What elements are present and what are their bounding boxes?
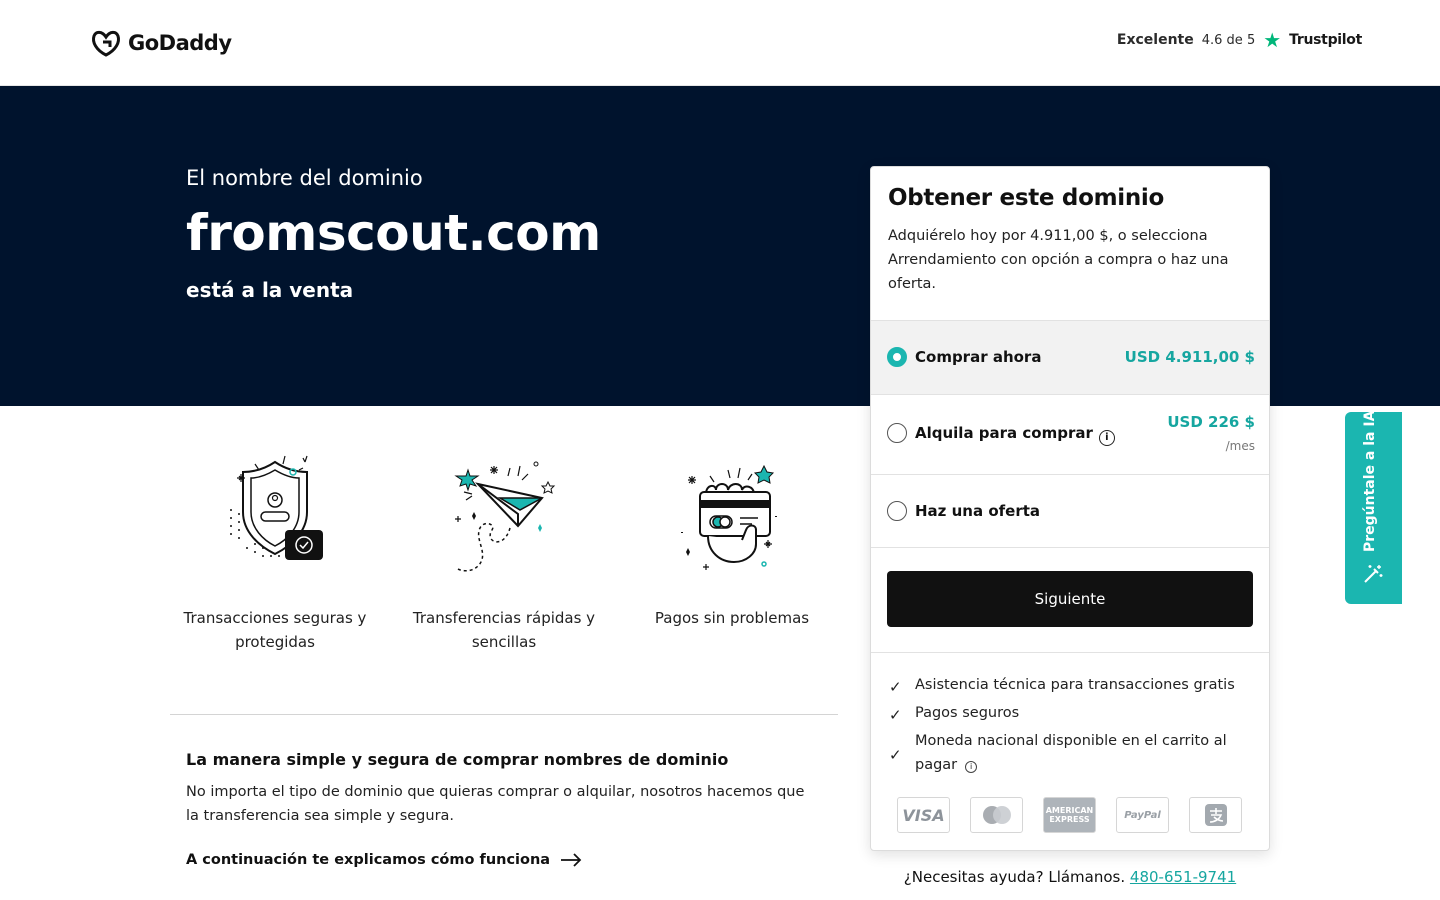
amex-logo: AMERICAN EXPRESS bbox=[1043, 797, 1096, 833]
feature-list bbox=[170, 440, 838, 680]
feature-payments bbox=[627, 440, 837, 630]
feature-fast bbox=[399, 440, 609, 654]
alipay-logo bbox=[1189, 797, 1242, 833]
option-lease-period: /mes bbox=[1225, 439, 1255, 453]
domain-name: fromscout.com bbox=[186, 204, 601, 262]
ask-ai-label: Pregúntale a la IA bbox=[1362, 410, 1378, 552]
card-title: Obtener este dominio bbox=[888, 185, 1164, 211]
next-button[interactable]: Siguiente bbox=[887, 571, 1253, 627]
radio-make-offer[interactable] bbox=[887, 501, 907, 521]
option-buy-now-label: Comprar ahora bbox=[915, 348, 1042, 366]
option-lease-label-wrap bbox=[915, 424, 1115, 446]
benefit-text: Pagos seguros bbox=[915, 705, 1020, 721]
option-lease-price: USD 226 $ bbox=[1167, 413, 1255, 431]
visa-logo: VISA bbox=[897, 797, 950, 833]
radio-lease-to-own[interactable] bbox=[887, 423, 907, 443]
option-lease-label: Alquila para comprar bbox=[915, 424, 1093, 442]
trustpilot-star-icon: ★ bbox=[1263, 28, 1282, 52]
benefit-item bbox=[871, 673, 1270, 697]
ask-ai-tab[interactable] bbox=[1345, 412, 1402, 604]
benefit-item bbox=[871, 701, 1270, 725]
card-description: Adquiérelo hoy por 4.911,00 $, o selecciona Arrendamiento con opción a compra o haz una oferta. bbox=[888, 228, 1229, 292]
site-header bbox=[0, 0, 1440, 86]
how-it-works-link-label: A continuación te explicamos cómo funciona bbox=[186, 852, 551, 868]
radio-buy-now[interactable] bbox=[887, 347, 907, 367]
credit-card-icon bbox=[672, 440, 792, 580]
help-line bbox=[870, 868, 1270, 886]
hero-subtitle: está a la venta bbox=[186, 278, 354, 302]
option-lease-to-own[interactable] bbox=[871, 394, 1270, 474]
godaddy-logo[interactable] bbox=[90, 28, 232, 58]
paper-plane-icon bbox=[444, 440, 564, 580]
trustpilot-rating-word: Excelente bbox=[1116, 32, 1194, 48]
info-icon[interactable]: i bbox=[965, 761, 977, 773]
option-offer-label: Haz una oferta bbox=[915, 502, 1041, 520]
option-buy-now-price: USD 4.911,00 $ bbox=[1124, 348, 1255, 366]
help-text: ¿Necesitas ayuda? Llámanos. bbox=[903, 868, 1126, 886]
help-phone-link[interactable]: 480-651-9741 bbox=[1129, 868, 1237, 886]
option-divider bbox=[871, 547, 1270, 548]
how-it-works-link[interactable] bbox=[186, 852, 582, 868]
feature-secure-label: Transacciones seguras y protegidas bbox=[183, 609, 367, 651]
trustpilot-brand: Trustpilot bbox=[1289, 32, 1362, 48]
section-divider bbox=[170, 714, 838, 715]
info-body: No importa el tipo de dominio que quieras comprar o alquilar, nosotros hacemos que la transferencia sea simple y segura. bbox=[186, 784, 805, 824]
option-buy-now[interactable] bbox=[871, 320, 1270, 394]
hero-eyebrow: El nombre del dominio bbox=[186, 166, 423, 190]
purchase-card bbox=[870, 166, 1270, 851]
benefit-item bbox=[871, 729, 1270, 777]
info-title: La manera simple y segura de comprar nombres de dominio bbox=[186, 750, 729, 769]
check-icon: ✓ bbox=[889, 678, 902, 696]
check-icon: ✓ bbox=[889, 706, 902, 724]
option-make-offer[interactable] bbox=[871, 474, 1270, 548]
feature-payments-label: Pagos sin problemas bbox=[654, 609, 810, 627]
benefit-list bbox=[871, 652, 1270, 781]
mastercard-logo bbox=[970, 797, 1023, 833]
benefit-text: Asistencia técnica para transacciones gratis bbox=[915, 677, 1235, 693]
feature-fast-label: Transferencias rápidas y sencillas bbox=[412, 609, 596, 651]
paypal-logo: PayPal bbox=[1116, 797, 1169, 833]
trustpilot-rating[interactable] bbox=[1117, 30, 1362, 50]
shield-icon bbox=[215, 440, 335, 580]
benefit-text: Moneda nacional disponible en el carrito al pagar bbox=[915, 733, 1227, 773]
feature-secure bbox=[170, 440, 380, 654]
trustpilot-score: 4.6 de 5 bbox=[1201, 32, 1256, 48]
godaddy-logo-icon bbox=[90, 28, 122, 58]
payment-methods bbox=[897, 797, 1242, 833]
brand-name: GoDaddy bbox=[128, 31, 232, 55]
check-icon: ✓ bbox=[889, 746, 902, 764]
magic-wand-icon bbox=[1361, 562, 1385, 586]
arrow-right-icon bbox=[560, 853, 582, 867]
info-icon[interactable]: i bbox=[1099, 430, 1115, 446]
